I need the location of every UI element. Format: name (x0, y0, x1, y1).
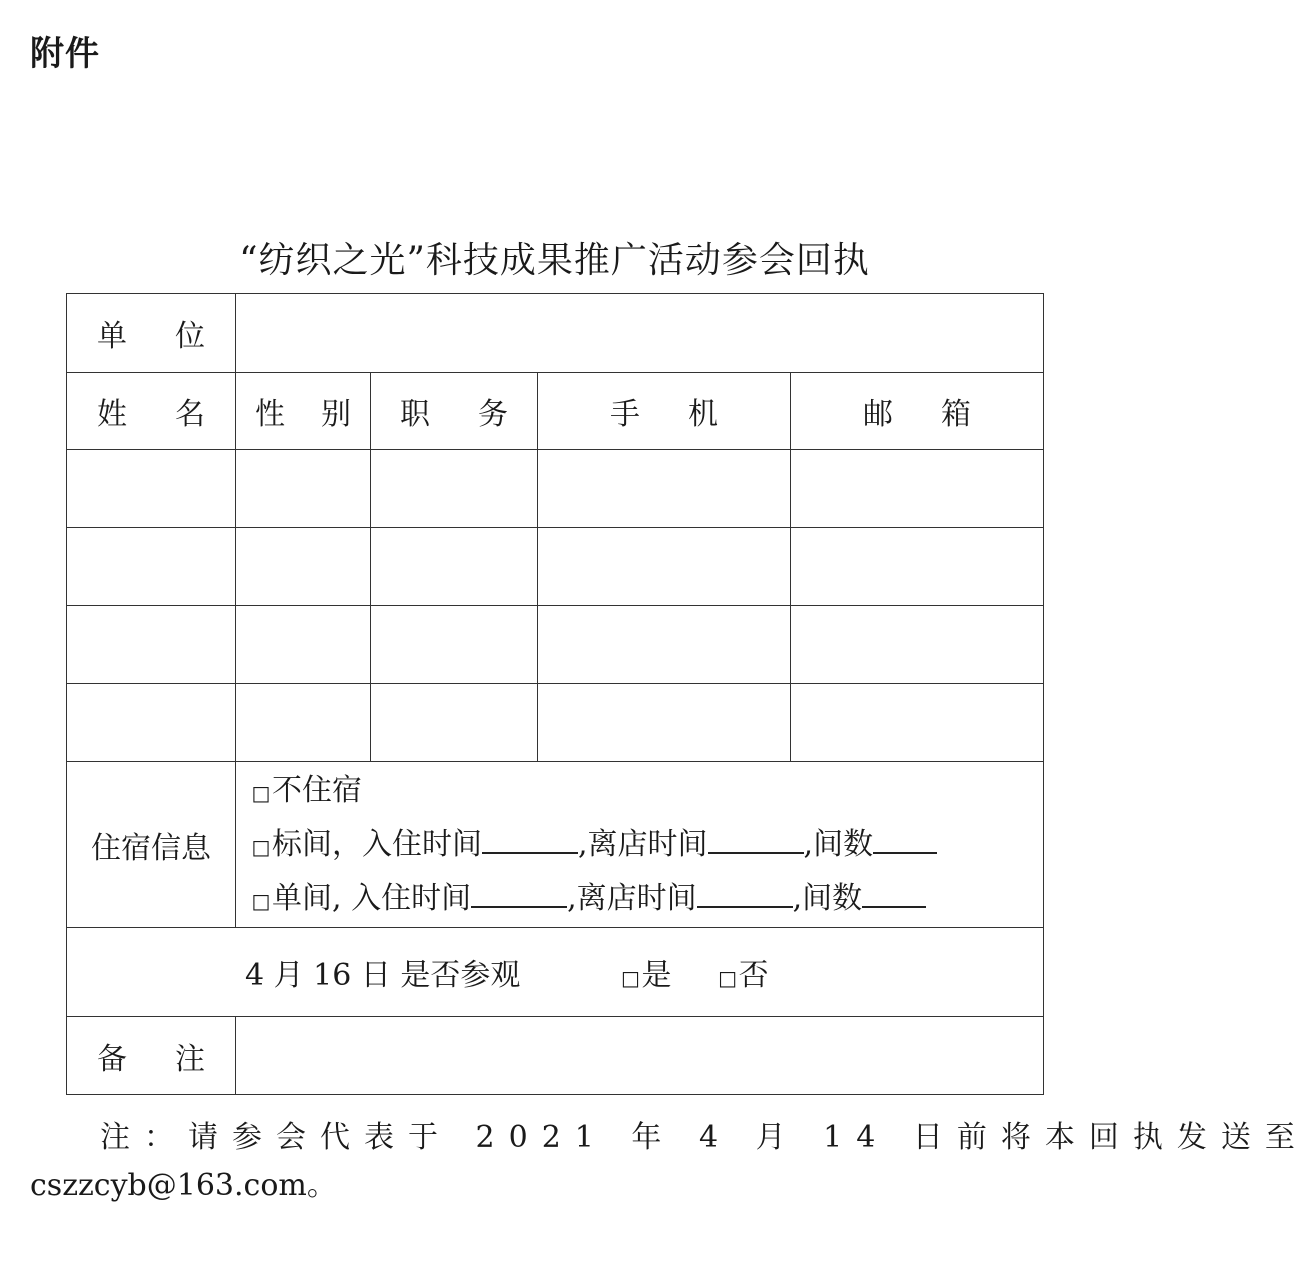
visit-yes-label: 是 (641, 958, 672, 993)
position-cell[interactable] (371, 450, 538, 528)
checkin-blank[interactable] (471, 880, 567, 908)
col-header-email: 邮 箱 (791, 373, 1044, 450)
name-cell[interactable] (67, 684, 236, 762)
checkbox-icon[interactable]: □ (251, 888, 271, 913)
col-header-position: 职 务 (371, 373, 538, 450)
gender-cell[interactable] (236, 450, 371, 528)
email-cell[interactable] (791, 684, 1044, 762)
registration-form-table (66, 293, 1044, 1095)
checkout-blank[interactable] (697, 880, 793, 908)
footer-note: 注：请参会代表于 2021 年 4 月 14 日前将本回执发送至 (100, 1120, 1309, 1155)
unit-field[interactable] (236, 294, 1044, 373)
unit-row (67, 294, 1044, 373)
unit-label: 单 位 (67, 294, 236, 373)
checkbox-icon[interactable]: □ (718, 966, 738, 990)
email-cell[interactable] (791, 528, 1044, 606)
phone-cell[interactable] (538, 450, 791, 528)
phone-cell[interactable] (538, 684, 791, 762)
lodging-row (67, 762, 1044, 928)
phone-cell[interactable] (538, 606, 791, 684)
col-header-gender: 性 别 (236, 373, 371, 450)
remarks-row (67, 1017, 1044, 1095)
attachment-label: 附件 (30, 34, 100, 74)
name-cell[interactable] (67, 606, 236, 684)
lodging-options (236, 762, 1044, 928)
gender-cell[interactable] (236, 528, 371, 606)
visit-question: 4 月 16 日 是否参观 □是 □否 (67, 928, 1044, 1017)
gender-cell[interactable] (236, 606, 371, 684)
remarks-label: 备 注 (67, 1017, 236, 1095)
header-row (67, 373, 1044, 450)
col-header-phone: 手 机 (538, 373, 791, 450)
checkbox-icon[interactable]: □ (251, 834, 271, 859)
visit-no-label: 否 (738, 958, 769, 993)
table-row (67, 684, 1044, 762)
table-row (67, 606, 1044, 684)
table-row (67, 528, 1044, 606)
position-cell[interactable] (371, 684, 538, 762)
name-cell[interactable] (67, 450, 236, 528)
rooms-blank[interactable] (873, 826, 937, 854)
email-cell[interactable] (791, 606, 1044, 684)
lodging-option-single: □单间, 入住时间 ,离店时间 ,间数 (250, 872, 1043, 926)
email-cell[interactable] (791, 450, 1044, 528)
phone-cell[interactable] (538, 528, 791, 606)
name-cell[interactable] (67, 528, 236, 606)
position-cell[interactable] (371, 528, 538, 606)
checkin-blank[interactable] (482, 826, 578, 854)
table-row (67, 450, 1044, 528)
remarks-field[interactable] (236, 1017, 1044, 1095)
rooms-blank[interactable] (862, 880, 926, 908)
visit-row (67, 928, 1044, 1017)
checkbox-icon[interactable]: □ (621, 966, 640, 990)
lodging-option-standard: □标间，入住时间 ,离店时间 ,间数 (250, 818, 1043, 872)
checkout-blank[interactable] (708, 826, 804, 854)
form-title: “纺织之光”科技成果推广活动参会回执 (239, 240, 870, 281)
checkbox-icon[interactable]: □ (251, 780, 271, 805)
lodging-option-none: □不住宿 (250, 764, 1043, 818)
lodging-label: 住宿信息 (67, 762, 236, 928)
col-header-name: 姓 名 (67, 373, 236, 450)
gender-cell[interactable] (236, 684, 371, 762)
position-cell[interactable] (371, 606, 538, 684)
contact-email: cszzcyb@163.com。 (30, 1168, 337, 1203)
